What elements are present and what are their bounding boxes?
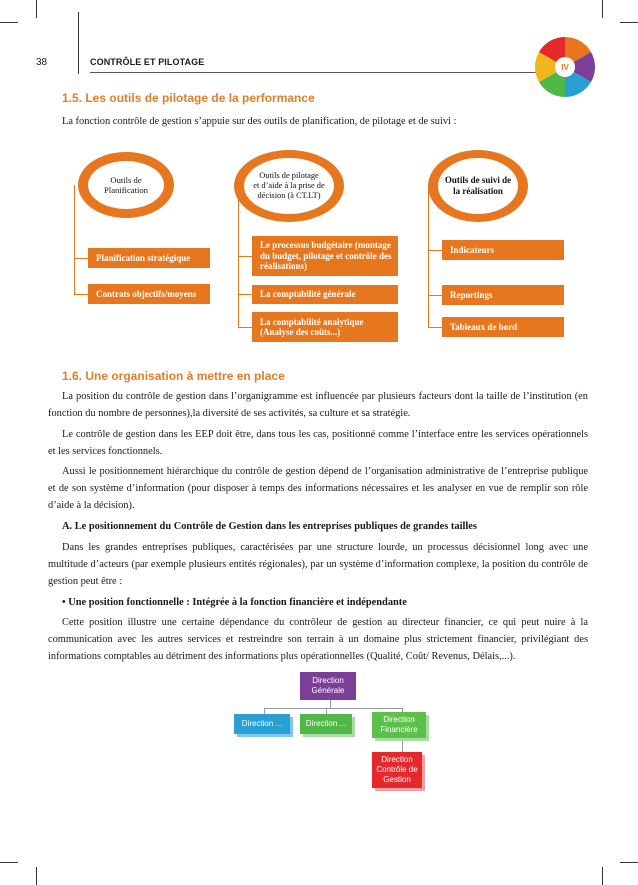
bullet-functional-position: • Une position fonctionnelle : Intégrée à la fonction financière et indépendante [62,597,407,608]
tool-box: Tableaux de bord [442,317,564,337]
tool-box: La comptabilité analytique (Analyse des coûts...) [252,312,398,342]
tool-box: Indicateurs [442,240,564,260]
header-rule [90,72,540,73]
paragraph: Aussi le positionnement hiérarchique du contrôle de gestion dépend de l’organisation administrative de l’entreprise publique et de son système d’information (pour disposer à temps des informations nécessaires et les analyser en vue de remplir son rôle d’aide à la décision). [48,466,588,511]
paragraph: Dans les grandes entreprises publiques, caractérisées par une structure lourde, un processus décisionnel long avec une multitude d’acteurs (par exemple plusieurs entités régionales), par un système d’information complexe, la position du contrôle de gestion peut être : [48,542,588,587]
connector [428,250,442,251]
subheading-a: A. Le positionnement du Contrôle de Gestion dans les entreprises publiques de grandes tailles [62,521,477,532]
connector [428,295,442,296]
paragraph: La position du contrôle de gestion dans l’organigramme est influencée par plusieurs facteurs dont la taille de l’institution (en fonction du nombre de personnes),la diversité de ses activités, sa culture et sa stratégie. [48,391,588,419]
steering-tools-oval [234,150,344,222]
section-1-5-intro: La fonction contrôle de gestion s’appuie sur des outils de planification, de pilotage et de suivi : [62,116,457,127]
connector [238,327,252,328]
org-connector [402,738,403,752]
org-node-direction: Direction ... [234,714,290,734]
tool-box: Reportings [442,285,564,305]
tool-box: Le processus budgétaire (montage du budget, pilotage et contrôle des réalisations) [252,236,398,276]
connector [238,294,252,295]
connector [238,186,239,328]
connector [74,258,88,259]
steering-tools-label-line1: Outils de pilotage [259,171,319,180]
section-title-1-6: 1.6. Une organisation à mettre en place [62,369,285,383]
org-node-direction-generale: Direction Générale [300,672,356,700]
header-divider [78,12,79,74]
org-node-controle-gestion: Direction Contrôle de Gestion [372,752,422,788]
org-connector [264,708,403,709]
monitoring-tools-label: Outils de suivi de la réalisation [438,158,518,214]
planning-tools-label: Outils de Planification [88,161,164,209]
connector [428,327,442,328]
crop-mark [602,0,603,18]
steering-tools-label-line2: et d’aide à la prise de décision (à CT.LT) [253,181,325,200]
tool-box: La comptabilité générale [252,285,398,304]
running-title: CONTRÔLE ET PILOTAGE [90,57,205,67]
svg-text:IV: IV [561,63,569,72]
monitoring-tools-oval [428,150,528,222]
crop-mark [602,867,603,885]
section-title-1-5: 1.5. Les outils de pilotage de la performance [62,91,315,105]
org-node-direction-financiere: Direction Financière [372,712,426,738]
steering-tools-label [244,158,334,214]
crop-mark [620,22,638,23]
paragraph: Cette position illustre une certaine dépendance du contrôleur de gestion au directeur financier, ce qui peut nuire à la communication avec les autres services et restreindre son terrain à un domaine plus strictement financier, privilégiant des informations comptables au détriment des informations plus opérationnelles (Qualité, Coût/ Revenus, Délais,...). [48,617,588,662]
tool-box: Planification stratégique [88,248,210,268]
crop-mark [0,862,18,863]
connector [74,185,75,295]
connector [238,256,252,257]
connector [74,294,88,295]
planning-tools-oval [78,152,174,218]
crop-mark [36,867,37,885]
org-node-direction: Direction ... [300,714,352,734]
crop-mark [620,862,638,863]
crop-mark [36,0,37,18]
paragraph: Le contrôle de gestion dans les EEP doit être, dans tous les cas, positionné comme l’interface entre les services opérationnels et les services fonctionnels. [48,429,588,457]
page-number: 38 [36,57,48,68]
tool-box: Contrats objectifs/moyens [88,284,210,304]
crop-mark [0,22,18,23]
connector [428,186,429,328]
chapter-wheel-logo [532,34,598,100]
